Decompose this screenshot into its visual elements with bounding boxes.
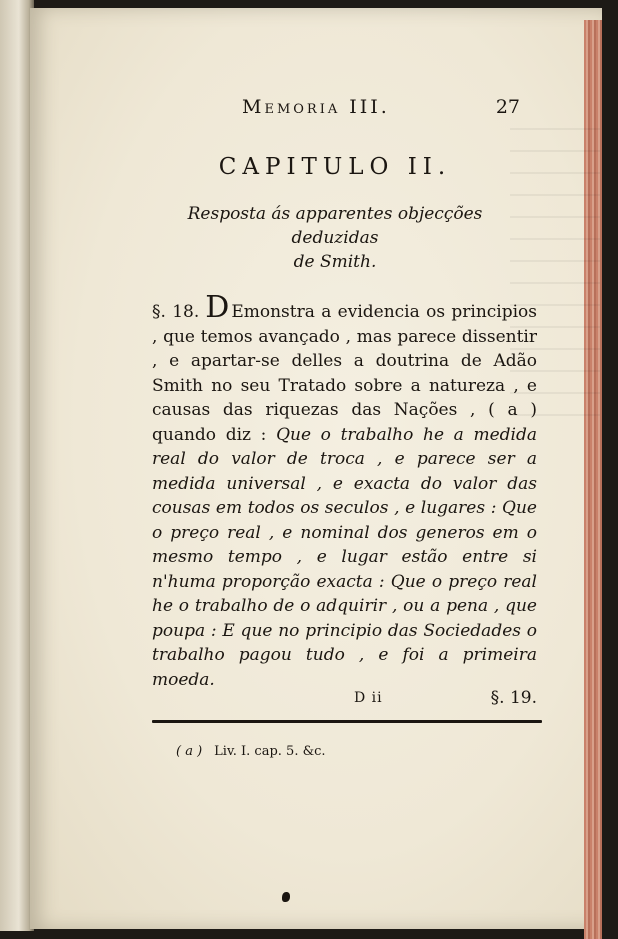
footnote	[176, 744, 326, 759]
page-number: 27	[495, 96, 520, 118]
running-head-title: Memoria III.	[242, 96, 390, 118]
drop-cap: D	[205, 290, 230, 325]
printer-signature: D ii	[354, 690, 383, 706]
paragraph-text-2: quando diz :	[152, 424, 277, 445]
book-spine	[0, 0, 34, 931]
paragraph-text	[152, 290, 538, 692]
running-head	[150, 96, 520, 122]
smith-quotation: Que o trabalho he a medida real do valor de troca , e parece ser a medida universal , e exacta do valor das cousas em todos os seculos , e lugares : Que o preço real , e nominal dos generos em o mesmo tempo , e lugar estão entre si n'huma proporção exacta : Que o preço real he o trabalho de o adquirir , ou a pena , que poupa : E que no principio das Sociedades o trabalho pagou tudo , e foi a primeira moeda.	[152, 424, 538, 690]
footnote-rule	[152, 720, 542, 723]
body-paragraph	[152, 290, 538, 692]
footnote-marker: ( a )	[176, 744, 203, 759]
chapter-subtitle	[146, 202, 524, 274]
chapter-subtitle-line-2: de Smith.	[293, 252, 377, 272]
paragraph-text-1: Emonstra a evidencia os principios , que temos avançado , mas parece dissentir , e apartar-se delles a doutrina de Adão Smith no seu Tratado sobre a natureza , e causas das riquezas das Nações ,	[152, 302, 538, 420]
section-mark: §. 18.	[152, 302, 200, 322]
book-page	[30, 8, 602, 929]
signature-row	[152, 688, 537, 712]
ink-smudge	[282, 892, 290, 902]
footnote-reference: ( a )	[488, 400, 537, 420]
catchword: §. 19.	[490, 688, 537, 708]
chapter-subtitle-line-1: Resposta ás apparentes objecções deduzidas	[187, 204, 483, 248]
chapter-heading: CAPITULO II.	[218, 154, 452, 180]
footnote-text: Liv. I. cap. 5. &c.	[214, 744, 326, 759]
